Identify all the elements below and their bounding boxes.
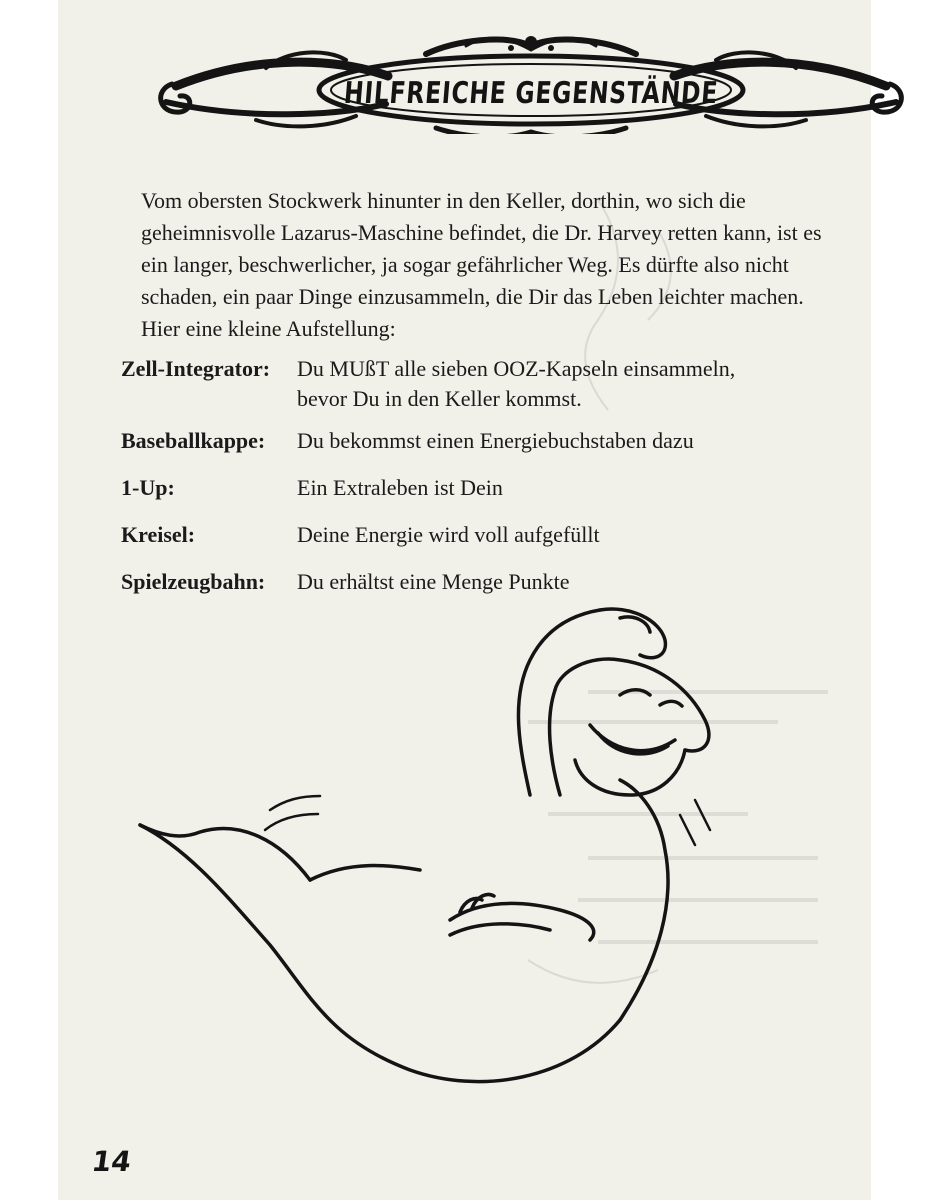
item-description: Du bekommst einen Energiebuchstaben dazu <box>297 428 694 453</box>
laughing-ghost-illustration <box>120 600 720 1100</box>
item-term: Zell-Integrator: <box>121 356 271 381</box>
header-banner <box>136 24 926 134</box>
item-term: Baseballkappe: <box>121 428 266 453</box>
item-term: Spielzeugbahn: <box>121 569 266 594</box>
item-description-line: bevor Du in den Keller kommst. <box>297 386 582 411</box>
list-item <box>121 520 821 550</box>
item-list <box>121 354 821 614</box>
manual-page <box>58 0 871 1200</box>
item-description <box>297 354 821 414</box>
intro-paragraph: Vom obersten Stockwerk hinunter in den Keller, dorthin, wo sich die geheimnisvolle Lazarus-Maschine befindet, die Dr. Harvey retten kann, ist es ein langer, beschwerlicher, ja sogar gefährlicher Weg. Es dürfte also nicht schaden, ein paar Dinge einzusammeln, die Dir das Leben leichter machen. Hier eine kleine Aufstellung: <box>141 188 822 341</box>
item-description-line: Du MUßT alle sieben OOZ-Kapseln einsammeln, <box>297 356 736 381</box>
list-item <box>121 567 821 597</box>
list-item <box>121 354 821 414</box>
page-number: 14 <box>89 1145 134 1178</box>
item-description: Du erhältst eine Menge Punkte <box>297 569 570 594</box>
item-description: Ein Extraleben ist Dein <box>297 475 503 500</box>
page-title: HILFREICHE GEGENSTÄNDE <box>342 76 720 111</box>
list-item <box>121 426 821 456</box>
item-term: Kreisel: <box>121 522 196 547</box>
item-description: Deine Energie wird voll aufgefüllt <box>297 522 600 547</box>
item-term: 1-Up: <box>121 475 175 500</box>
list-item <box>121 473 821 503</box>
